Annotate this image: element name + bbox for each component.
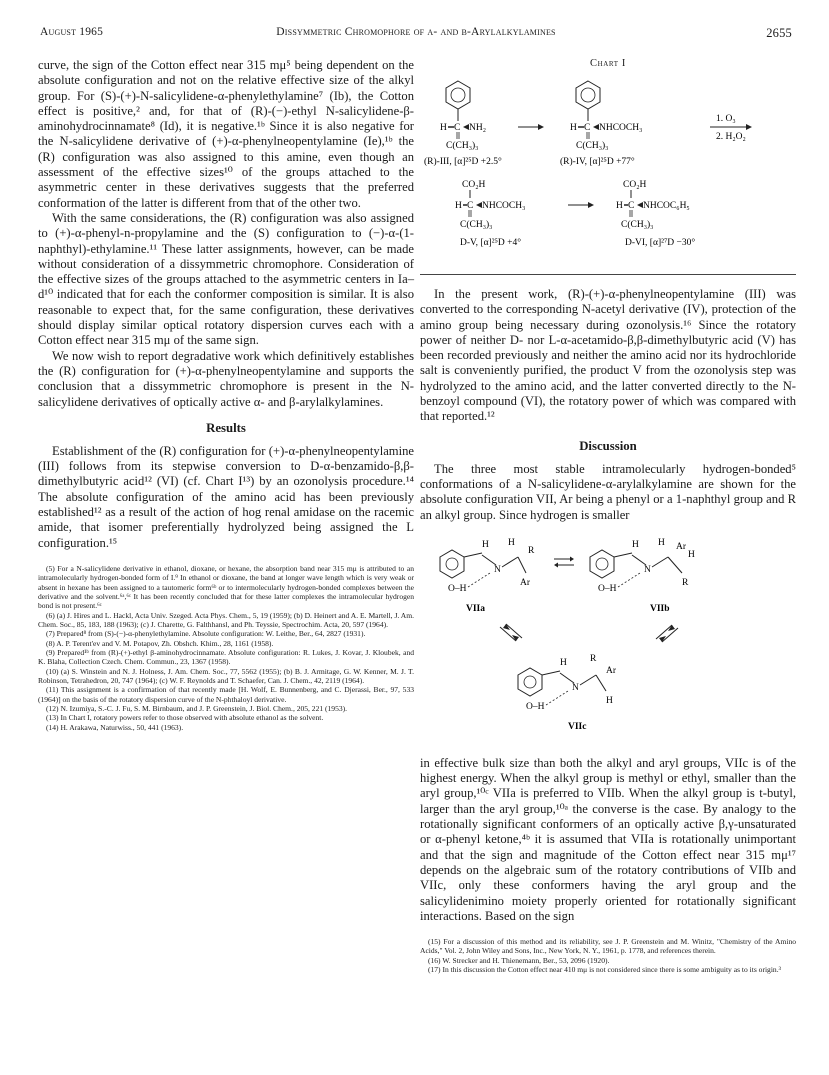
ar-group: Ar bbox=[676, 541, 687, 552]
h-atom: H bbox=[606, 695, 613, 706]
n-atom: N bbox=[572, 682, 579, 693]
footnote: (11) This assignment is a confirmation of that recently made [H. Wolf, E. Bunnenberg, and C. Djerassi, Ber., 97, 533 (1964)] on the basis of the rotatory dispersion curve of the N-phthaloyl derivative. bbox=[38, 685, 414, 704]
r-group: R bbox=[528, 545, 535, 556]
r-group: R bbox=[682, 577, 689, 588]
h-atom: H bbox=[570, 123, 577, 133]
conformer-viic bbox=[518, 654, 617, 732]
co2h-group: CO₂H bbox=[623, 180, 647, 190]
conformer-viib bbox=[590, 538, 695, 614]
oh-group: O–H bbox=[598, 583, 617, 594]
h-atom: H bbox=[455, 201, 462, 211]
n-atom: N bbox=[494, 564, 501, 575]
paragraph: in effective bulk size than both the alkyl and aryl groups, VIIc is of the highest energy. When the alkyl group is methyl or ethyl, smaller than the aryl group,¹⁰ᶜ VIIa is preferred to VIIb. When the alkyl group is t-butyl, larger than the aryl group,¹⁰ᵃ the converse is the case. By analogy to the rotationally significant conformers of an optically active β,γ-unsaturated or α-phenyl ketone,⁴ᵇ it is assumed that VIIa is rotationally unimportant and that the sign and magnitude of the Cotton effect near 315 mμ¹⁷ depends on the algebraic sum of the rotatory contributions of VIIb and VIIc, only these conformers having the aryl group and the salicylidenimino moiety properly oriented for rotationally significant interactions. Based on the sign bbox=[420, 755, 796, 923]
paragraph: We now wish to report degradative work which definitively establishes the (R) configuration for (+)-α-phenylneopentylamine and supports the conclusion that a dissymmetric chromophore is present in the N-salicylidene derivatives of optically active α- and β-arylalkylamines. bbox=[38, 348, 414, 409]
tbutyl-group: C(CH₃)₃ bbox=[446, 141, 479, 151]
c-atom: C bbox=[454, 123, 461, 133]
footnote: (13) In Chart I, rotatory powers refer to those observed with absolute ethanol as the solvent. bbox=[46, 713, 324, 723]
c-atom: C bbox=[584, 123, 591, 133]
tbutyl-group: C(CH₃)₃ bbox=[460, 220, 493, 230]
chart-title: Chart I bbox=[590, 58, 626, 69]
compound-iv bbox=[560, 81, 642, 167]
right-column bbox=[420, 58, 796, 975]
paragraph: curve, the sign of the Cotton effect near 315 mμ⁵ being dependent on the absolute configuration and not on the relative effective size of the alkyl group. For (S)-(+)-N-salicylidene-α-phenylethylamine⁷ (Ib), the Cotton effect is positive,² and, for that of (R)-(−)-ethyl N-salicylidene-β-aminohydrocinnamate⁸ (Id), it is negative.¹ᵇ Since it is also negative for the N-salicylidene derivative of (+)-α-phenylneopentylamine (Ie),¹ᵇ the (R) configuration was also assigned to this amine, even though an assessment of the effective sizes¹⁰ of the groups attached to the asymmetric center in these derivatives suggests that the preferred conformation of the latter is different from that of the other two. bbox=[38, 58, 414, 210]
compound-label: D-VI, [α]²⁷D −30° bbox=[625, 238, 696, 248]
footnote: (16) W. Strecker and H. Thienemann, Ber., 53, 2096 (1920). bbox=[428, 955, 610, 965]
h-atom: H bbox=[658, 537, 665, 548]
footnote: (17) In this discussion the Cotton effect near 410 mμ is not considered since there is some ambiguity as to its origin.³ bbox=[428, 965, 781, 975]
nhcoc6h5-group: NHCOC₆H₅ bbox=[643, 201, 690, 211]
h-atom: H bbox=[632, 539, 639, 550]
footnote: (8) A. P. Terent'ev and V. M. Potapov, Zh. Obshch. Khim., 28, 1161 (1958). bbox=[46, 638, 274, 648]
footnote: (7) Prepared⁸ from (S)-(−)-α-phenylethylamine. Absolute configuration: W. Leithe, Ber., 64, 2827 (1931). bbox=[46, 629, 366, 639]
conformer-scheme bbox=[420, 527, 796, 751]
reagent-1: 1. O₃ bbox=[716, 114, 736, 124]
footnotes-left bbox=[38, 564, 414, 732]
footnotes-right bbox=[420, 937, 796, 974]
conformer-label: VIIa bbox=[466, 603, 486, 614]
compound-label: (R)-III, [α]²⁵D +2.5° bbox=[424, 157, 502, 167]
nhcoch3-group: NHCOCH₃ bbox=[482, 201, 526, 211]
ar-group: Ar bbox=[606, 665, 617, 676]
chart-i-scheme bbox=[420, 69, 796, 269]
h-atom: H bbox=[560, 657, 567, 668]
paragraph: In the present work, (R)-(+)-α-phenylneopentylamine (III) was converted to the corresponding N-acetyl derivative (IV), protection of the amino group being necessary during ozonolysis.¹⁶ Since the rotatory power of neither D- nor L-α-acetamido-β,β-dimethylbutyric acid (V) has been recorded previously and neither the amino acid nor its hydrochloride salt is conveniently purified, the product V from the ozonolysis step was hydrolyzed to the amino acid, and the latter converted directly to the N-benzoyl compound (VI), the rotatory power of which was compared with that reported.¹² bbox=[420, 287, 796, 424]
nhcoch3-group: NHCOCH₃ bbox=[599, 123, 643, 133]
compound-vi bbox=[616, 180, 695, 248]
h-atom: H bbox=[482, 539, 489, 550]
page-number: 2655 bbox=[766, 26, 792, 40]
c-atom: C bbox=[628, 201, 635, 211]
footnote: (10) (a) S. Winstein and N. J. Holness, J. Am. Chem. Soc., 77, 5562 (1955); (b) B. J. Armitage, G. W. Kenner, M. J. T. Robinson, Tetrahedron, 20, 747 (1964); (c) W. F. Reynolds and T. Schaefer, Can. J. Chem., 42, 2119 (1964). bbox=[38, 666, 414, 686]
r-group: R bbox=[590, 653, 597, 664]
conformer-viia bbox=[440, 538, 535, 614]
h-atom: H bbox=[688, 549, 695, 560]
header-title: Dissymmetric Chromophore of α- and β-Arylalkylamines bbox=[276, 26, 556, 38]
results-heading: Results bbox=[206, 420, 246, 435]
paragraph: With the same considerations, the (R) configuration was also assigned to (+)-α-phenyl-n-propylamine and the (S) configuration to (−)-α-(1-naphthyl)-ethylamine.¹¹ These latter assignments, however, can be made without consideration of a dissymmetric chromophore. Consideration of the effective sizes of the groups attached to the asymmetric centers in Ia–d¹⁰ indicated that for each the conformer composition is similar. It is also reasonable to expect that, for the same configuration, these derivatives should display similar optical rotatory dispersion curves each with a Cotton effect near 315 mμ of the same sign. bbox=[38, 210, 414, 348]
discussion-heading: Discussion bbox=[579, 438, 637, 453]
left-column bbox=[38, 58, 414, 732]
footnote: (14) H. Arakawa, Naturwiss., 50, 441 (1963). bbox=[46, 722, 184, 732]
conformer-label: VIIc bbox=[568, 721, 587, 732]
footnote: (9) Prepared¹ᵇ from (R)-(+)-ethyl β-aminohydrocinnamate. Absolute configuration: R. Lukes, J. Kovar, J. Kloubek, and K. Blaha, Collection Czech. Chem. Commun., 23, 1367 (1958). bbox=[38, 648, 414, 667]
h-atom: H bbox=[440, 123, 447, 133]
reagent-2: 2. H₂O₂ bbox=[716, 132, 746, 142]
footnote: (6) (a) J. Hires and L. Hackl, Acta Univ. Szeged. Acta Phys. Chem., 5, 19 (1959); (b) D. Heinert and A. E. Martell, J. Am. Chem. Soc., 85, 183, 188 (1963); (c) J. Charette, G. Falthhansl, and Ph. Teyssie, Spectrochim. Acta, 20, 597 (1964). bbox=[38, 610, 414, 629]
h-atom: H bbox=[508, 537, 515, 548]
oh-group: O–H bbox=[448, 583, 467, 594]
compound-iii bbox=[424, 81, 502, 167]
compound-label: D-V, [α]²⁵D +4° bbox=[460, 238, 522, 248]
paragraph: The three most stable intramolecularly hydrogen-bonded⁵ conformations of a N-salicylidene-α-arylalkylamine are shown for the absolute configuration VII, Ar being a phenyl or a 1-naphthyl group and R an alkyl group. Since hydrogen is smaller bbox=[420, 461, 796, 522]
co2h-group: CO₂H bbox=[462, 180, 486, 190]
conformer-label: VIIb bbox=[650, 603, 670, 614]
paragraph: Establishment of the (R) configuration for (+)-α-phenylneopentylamine (III) follows from its stepwise conversion to D-α-benzamido-β,β-dimethylbutyric acid¹² (VI) (cf. Chart I¹³) by an ozonolysis procedure.¹⁴ The absolute configuration of the amino acid has been previously established¹² as a result of the action of hog renal amidase on the racemic amide, that isomer preferentially hydrolyzed being assigned the L configuration.¹⁵ bbox=[38, 443, 414, 550]
ar-group: Ar bbox=[520, 577, 531, 588]
h-atom: H bbox=[616, 201, 623, 211]
oh-group: O–H bbox=[526, 701, 545, 712]
footnote: (15) For a discussion of this method and its reliability, see J. P. Greenstein and M. Winitz, "Chemistry of the Amino Acids," Vol. 2, John Wiley and Sons, Inc., New York, N. Y., 1961, p. 1778, and references therein. bbox=[420, 937, 796, 956]
header-date: August 1965 bbox=[40, 26, 104, 38]
compound-v bbox=[455, 180, 525, 248]
c-atom: C bbox=[467, 201, 474, 211]
chart-divider bbox=[420, 274, 796, 275]
tbutyl-group: C(CH₃)₃ bbox=[576, 141, 609, 151]
footnote: (5) For a N-salicylidene derivative in ethanol, dioxane, or hexane, the absorption band near 315 mμ is attributed to an intramolecularly hydrogen-bonded form of I.⁹ In ethanol or dioxane, the band at longer wave length which is very weak or absent in hexane has been assigned to a tautomeric form⁶ᵇ or to intermolecularly hydrogen-bonded complexes between the derivative and the solvent.⁶ᵃ,⁶ᶜ It has been recently concluded that for these latter complexes the intramolecular hydrogen bond is not present.⁶ᶜ bbox=[38, 563, 414, 611]
n-atom: N bbox=[644, 564, 651, 575]
nh2-group: NH₂ bbox=[469, 123, 487, 133]
footnote: (12) N. Izumiya, S.-C. J. Fu, S. M. Birnbaum, and J. P. Greenstein, J. Biol. Chem., 205, 221 (1953). bbox=[46, 704, 348, 714]
compound-label: (R)-IV, [α]²⁵D +77° bbox=[560, 157, 635, 167]
running-header bbox=[40, 26, 792, 42]
tbutyl-group: C(CH₃)₃ bbox=[621, 220, 654, 230]
